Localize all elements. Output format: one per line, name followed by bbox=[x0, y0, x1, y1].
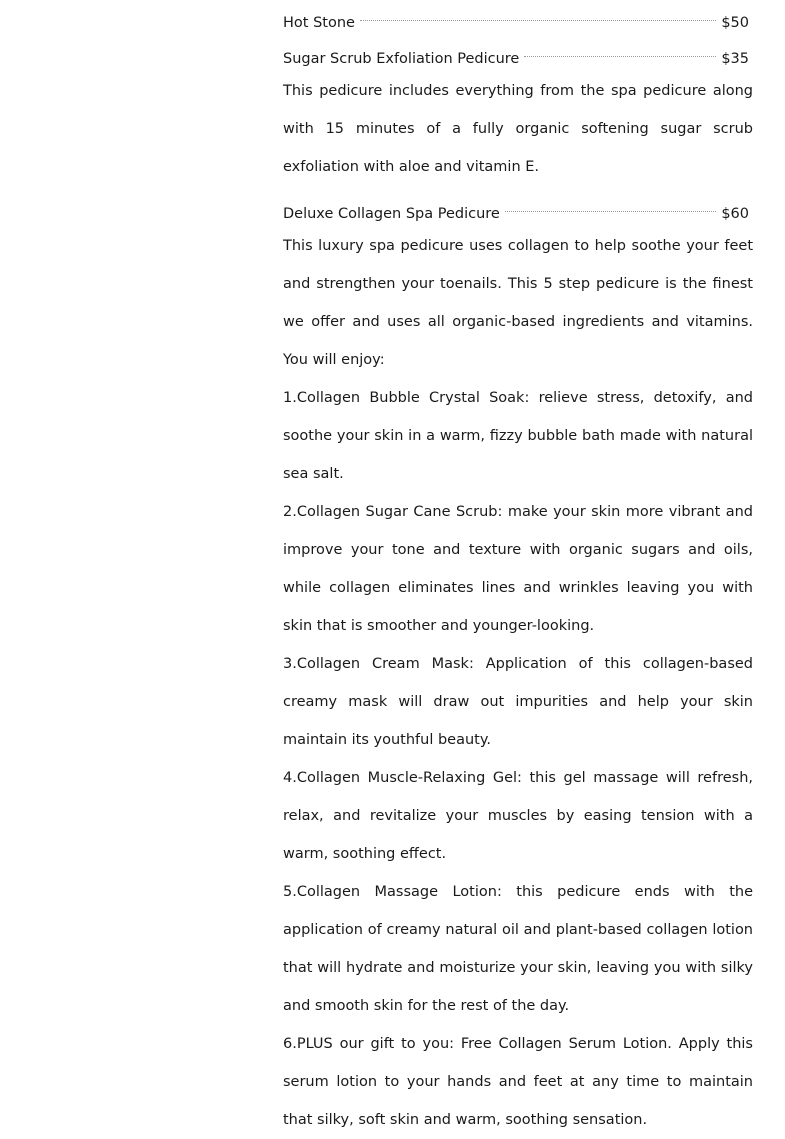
service-price: $35 bbox=[721, 51, 749, 67]
service-row-deluxe-collagen bbox=[283, 201, 753, 227]
service-row-sugar-scrub bbox=[283, 46, 753, 72]
step-item: 1.Collagen Bubble Crystal Soak: relieve stress, detoxify, and soothe your skin in a warm, fizzy bubble bath made with natural sea salt. bbox=[283, 390, 753, 482]
service-name: Hot Stone bbox=[283, 15, 355, 31]
step-item: 5.Collagen Massage Lotion: this pedicure ends with the application of creamy natural oil and plant-based collagen lotion that will hydrate and moisturize your skin, leaving you with silky and smooth skin for the rest of the day. bbox=[283, 884, 753, 1014]
service-description: This pedicure includes everything from the spa pedicure along with 15 minutes of a fully organic softening sugar scrub exfoliation with aloe and vitamin E. bbox=[283, 83, 753, 175]
step-item: 2.Collagen Sugar Cane Scrub: make your skin more vibrant and improve your tone and texture with organic sugars and oils, while collagen eliminates lines and wrinkles leaving you with skin that is smoother and younger-looking. bbox=[283, 504, 753, 634]
dotted-leader bbox=[505, 211, 716, 212]
dotted-leader bbox=[360, 20, 716, 21]
service-row-hot-stone bbox=[283, 10, 753, 36]
service-name: Sugar Scrub Exfoliation Pedicure bbox=[283, 51, 520, 67]
dotted-leader bbox=[524, 56, 716, 57]
step-item: 3.Collagen Cream Mask: Application of this collagen-based creamy mask will draw out impurities and help your skin maintain its youthful beauty. bbox=[283, 656, 753, 748]
service-menu bbox=[283, 10, 753, 1139]
step-item: 4.Collagen Muscle-Relaxing Gel: this gel massage will refresh, relax, and revitalize your muscles by easing tension with a warm, soothing effect. bbox=[283, 770, 753, 862]
step-item: 6.PLUS our gift to you: Free Collagen Serum Lotion. Apply this serum lotion to your hands and feet at any time to maintain that silky, soft skin and warm, soothing sensation. bbox=[283, 1036, 753, 1128]
service-price: $60 bbox=[721, 206, 749, 222]
service-description: This luxury spa pedicure uses collagen to help soothe your feet and strengthen your toenails. This 5 step pedicure is the finest we offer and uses all organic-based ingredients and vitamins. You will enjoy: bbox=[283, 238, 753, 368]
service-name: Deluxe Collagen Spa Pedicure bbox=[283, 206, 500, 222]
service-price: $50 bbox=[721, 15, 749, 31]
